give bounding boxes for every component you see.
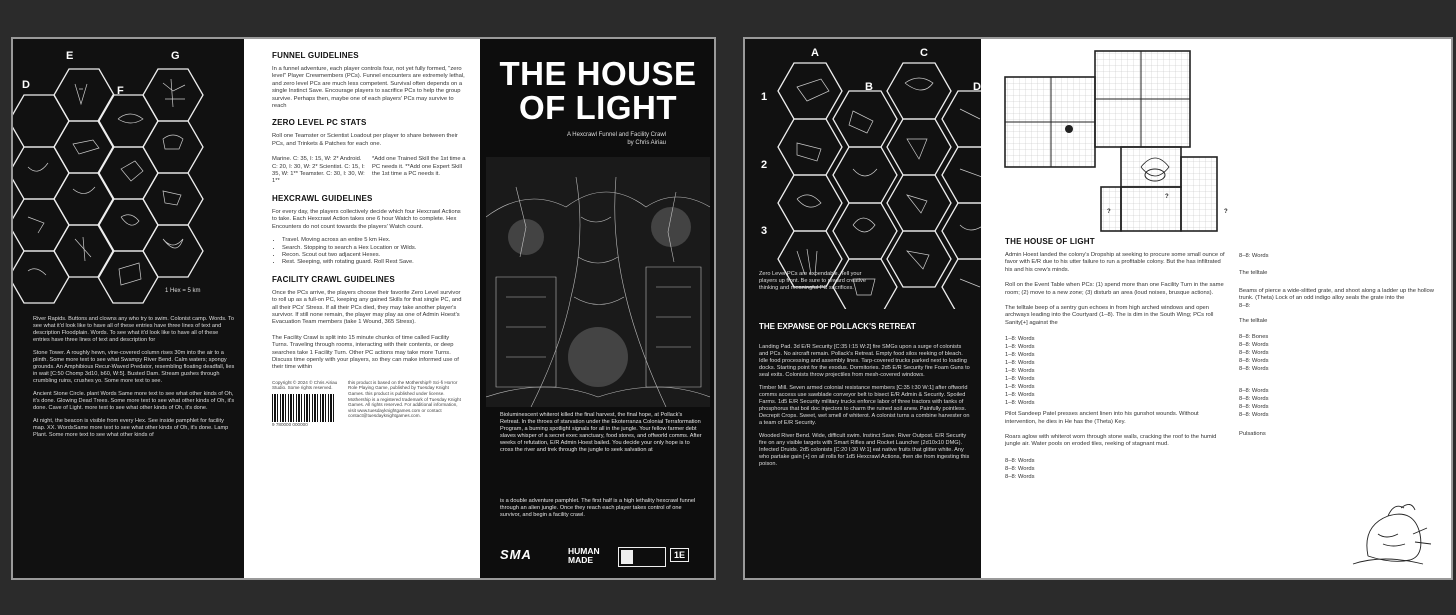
list-item: 8–8: Words	[1239, 388, 1269, 395]
sma-logo: SMA	[500, 547, 532, 562]
column-label-d: D	[22, 79, 30, 91]
row-label-1: 1	[761, 91, 768, 103]
hex-entry: Ancient Stone Circle. plant Words Same more text to see what other kinds of Oh, it's done. Glowing Dead Trees. Some more text to see what other kinds of Oh, it's done. Cave of Light. more text to see what other kinds of Oh, it's done.	[33, 391, 235, 411]
legal-left-col	[272, 380, 342, 428]
facility-column-left	[1005, 237, 1225, 481]
human-made-line2: MADE	[568, 555, 594, 565]
facility-text-1: Once the PCs arrive, the players choose their favorite Zero Level survivor to roll up as a full-on PC, keeping any gained Skills for that single PC, and all their PCs' Stress. If all their PCs died, they may take another player's survivor. If still none remain, the player may play as one of Admin Hoest's Evacuation Team members (take 1 Wound, 365 Stress).	[272, 289, 462, 326]
spread-one	[11, 37, 716, 580]
spread-two	[743, 37, 1453, 580]
word-list-d	[1239, 387, 1439, 419]
mothership-icon	[621, 550, 633, 564]
list-item: 8–8: Words	[1239, 396, 1269, 403]
hex-entry: Stone Tower. A roughly hewn, vine-covered column rises 30m into the air to a plinth. Some more text to see what Swampy River Bend. Calm waters; spongy grounds. An Amphibious Recur-Waved Predator, resembling floating deadfall, lies in wait [C:50 Chomp 3d10, b60, W:5]. Busted Dam. Stream gushes through crumbling ruins, crushes yo. Some more text to see.	[33, 350, 235, 384]
zero-level-heading: ZERO LEVEL PC STATS	[272, 118, 367, 128]
word-list-b	[1005, 457, 1225, 481]
funnel-heading: FUNNEL GUIDELINES	[272, 51, 359, 60]
map-marker-icon	[1065, 125, 1073, 133]
cover-subtitle-2: by Chris Airiau	[627, 140, 666, 146]
hexmap-page-right	[745, 39, 981, 578]
hexcrawl-heading: HEXCRAWL GUIDELINES	[272, 193, 373, 203]
barcode-icon	[272, 394, 334, 422]
expanse-entries	[759, 344, 971, 474]
hexcrawl-actions	[272, 237, 466, 267]
column-label-g: G	[171, 50, 180, 62]
list-item: 1–8: Words	[1005, 376, 1035, 383]
human-made-line1: HUMAN	[568, 546, 600, 556]
cover-title-line1: THE HOUSE	[499, 55, 697, 92]
hex-entry: Wooded River Bend. Wide, difficult swim. Instinct Save. River Outpost. E/R Security fire on any visible targets with Smart Rifles and Rocket Launcher (2d10x10 DMG). Infected Druids. 2d5 colonists [C:20 I:30 W:1] eat native fruits that glitter white. Any who partake gain [+] on all rolls for 1d5 Hexcrawl Actions, then die from ingesting this poison.	[759, 433, 970, 467]
stats-right: *Add one Trained Skill the 1st time a PC needs it. **Add one Expert Skill the 1st time a PC needs it.	[372, 156, 466, 178]
list-item: 1–8: Words	[1005, 360, 1035, 367]
hex-map-2	[745, 39, 981, 309]
barcode-number: 9 780000 000000	[272, 421, 308, 427]
event-text: Roll on the Event Table when PCs: (1) spend more than one Facility Turn in the same room; (2) move to a new zone; (3) disturb an area (loud noises, brusque actions).	[1005, 282, 1224, 296]
word-list-a	[1005, 335, 1225, 407]
expanse-heading: THE EXPANSE OF POLLACK'S RETREAT	[759, 322, 916, 331]
action-item: • Travel. Moving across an entire 5 km Hex.	[282, 237, 466, 244]
human-made-logo	[568, 547, 600, 565]
courtyard-text: The telltale beep of a sentry gun echoes in from high arched windows and open archways leading into the Courtyard (1–8). The is dim in the South Wing; PCs roll Sanity[+] against the	[1005, 305, 1214, 326]
hex-entry: Landing Pad. 3d E/R Security [C:35 I:15 W:2] fire SMGs upon a surge of colonists and PCs. No aircraft remain. Pollack's Retreat. Empty food silos reeking of bleach. Idle food processing and assembly lines. Tarp-covered trucks parked next to loading docks. Starting point for the exodus. Dormitories. 2d5 E/R Security fire Foam Guns to seal exits. Colonists throw projectiles from mesh-covered windows.	[759, 344, 970, 378]
temple-ruins-illustration	[486, 157, 710, 407]
house-heading: THE HOUSE OF LIGHT	[1005, 237, 1095, 246]
list-item: 8–8: Words	[1239, 412, 1269, 419]
list-item: 1–8: Words	[1005, 368, 1035, 375]
list-item: 1–8: Words	[1005, 352, 1035, 359]
zero-level-text: Roll one Teamster or Scientist Loadout per player to share between their PCs, and Trinkets & Patches for each one.	[272, 133, 458, 147]
row-label-3: 3	[761, 225, 768, 237]
edition-badge: 1E	[670, 548, 689, 562]
action-item: • Rest. Sleeping, with rotating guard. Roll Rest Save.	[282, 259, 466, 266]
right-item-2: The telltale	[1239, 270, 1268, 277]
map-label: ?	[1224, 209, 1228, 215]
stats-left: Marine. C: 35, I: 15, W: 2* Android. C: 20, I: 30, W: 2* Scientist. C: 15, I: 35, W: 1** Teamster. C: 30, I: 30, W: 1**	[272, 156, 365, 185]
funnel-text: In a funnel adventure, each player controls four, not yet fully formed, "zero level" Player Crewmembers (PCs). Funnel encounters are extremely lethal, and zero level PCs are much less competent. Survival often depends on a single Instinct Save. Encourage players to sacrifice PCs to help the group survive. Perhaps then, maybe one of each players' PCs may survive to reach	[272, 66, 465, 110]
hex-entry: Timber Mill. Seven armed colonial resistance members [C:35 I:30 W:1] after offworld comms access use sawblade conveyor belt to bisect E/R Admin & Security. Spoiled Farms. 1d5 E/R Security military trucks enforce labor of three tractors with tanks of phosphorus that boil doc injectors to charm the ruined soil anew. Painfully pointless. Decrepit Crops. Sweet, wet smell of whiterot. A colonist turns a combine harvester on a team of E/R Security.	[759, 385, 970, 426]
cover-subtitle	[567, 131, 666, 147]
list-item: 8–8: Words	[1005, 465, 1035, 472]
list-item: 8–8: Words	[1239, 350, 1269, 357]
guidelines-page	[244, 39, 480, 578]
list-item: 1–8: Words	[1005, 400, 1035, 407]
facility-heading: FACILITY CRAWL GUIDELINES	[272, 274, 395, 284]
right-item-5: Pulsations	[1239, 431, 1266, 438]
hex-map	[13, 39, 244, 339]
legal-block	[272, 380, 466, 428]
right-item-4: The telltale	[1239, 318, 1268, 325]
legal-left: Copyright © 2024 © Chris Airiau Studio. Some rights reserved.	[272, 379, 338, 391]
map-label: ?	[1165, 194, 1169, 200]
hex-entry: River Rapids. Buttons and clowns any who try to swim. Colonist camp. Words. To see what it'd look like to have all of these entries have three lines of text and description Floodplain. Words. To see what it'd look like to have all of these entries have three lines of text and description for	[33, 316, 234, 343]
column-label-c: C	[920, 47, 928, 59]
right-item-3b: 8–8:	[1239, 302, 1251, 309]
list-item: 1–8: Words	[1005, 344, 1035, 351]
right-item-1: 8–8: Words	[1239, 253, 1269, 259]
list-item: 1–8: Words	[1005, 384, 1035, 391]
facility-column-right	[1239, 253, 1439, 447]
list-item: 8–8: Words	[1005, 457, 1035, 464]
cover-title	[480, 57, 716, 125]
facility-floor-plan	[1001, 47, 1261, 237]
cover-blurb-2: is a double adventure pamphlet. The first half is a high lethality hexcrawl funnel through an alien jungle. Once they reach each player takes control of one survivor, and begin a facility crawl.	[500, 498, 696, 518]
map-label: ?	[1107, 209, 1111, 215]
hexcrawl-text: For every day, the players collectively decide which four Hexcrawl Actions to take. Each Hexcrawl Action takes one 6 hour Watch to complete. Hex Encounters do not count towards the players' Watch count.	[272, 208, 461, 230]
list-item: 8–8: Words	[1239, 342, 1269, 349]
column-label-e: E	[66, 50, 74, 62]
roots-text: Roars aglow with whiterot worn through stone walls, cracking the roof to the humid jungle air. Water pools on eroded tiles, reeking of stagnant mud.	[1005, 434, 1217, 448]
row-label-2: 2	[761, 159, 768, 171]
column-label-b: B	[865, 81, 873, 93]
cover-subtitle-1: A Hexcrawl Funnel and Facility Crawl	[566, 132, 666, 138]
column-label-f: F	[117, 85, 124, 97]
cover-art-ruins	[486, 157, 710, 407]
right-item-3: Beams of pierce a wide-slitted grate, and shoot along a ladder up the hollow trunk. (Theta) Lock of an odd indigo alloy seals the grate into the	[1239, 287, 1434, 302]
column-label-a: A	[811, 47, 819, 59]
list-item: 8–8: Words	[1005, 473, 1035, 480]
hex-entries	[33, 316, 236, 445]
scale-note: 1 Hex = 5 km	[165, 288, 201, 294]
cover-blurb-1: Bioluminescent whiterot killed the final harvest, the final hope, at Pollack's Retreat. In the throes of starvation under the Ekoterranza Colonial Terraformation Program, a burning spotlight signals for all in the jungle. Your fellow farmer debt slaves whisper of a secret exec sanctuary, food stores, and offworld comms. After weeks of refutation, E/R Admin Hoest bailed. You decide your only hope is to cross the river and trek through the jungle to seek salvation at	[500, 412, 702, 453]
list-item: 1–8: Words	[1005, 392, 1035, 399]
legal-right: this product is based on the Mothership® Sci-fi Horror Role Playing Game, published by Tuesday Knight Games. this product is published under license. Mothership is a registered trademark of Tuesday Knight Games. All rights reserved. For additional information, visit www.tuesdayknightgames.com or contact contact@tuesdayknightgames.com.	[348, 379, 461, 419]
license-logo	[618, 547, 666, 567]
list-item: 8–8: Bones	[1239, 334, 1269, 341]
column-label-d2: D	[973, 81, 981, 93]
list-item: 8–8: Words	[1239, 404, 1269, 411]
facility-text-2: The Facility Crawl is split into 15 minute chunks of time called Facility Turns. Traveling through rooms, interacting with their contents, or deep searches take 1 Facility Turn. Other PC actions may take more Turns. Discuss time openly with your players, so they can make informed use of their time within	[272, 334, 459, 371]
hex-entry: At night, the beacon is visible from every Hex. See inside pamphlet for facility map. XX. WordsSame more text to see what other kinds of Oh, it's done. Lamp Plant. Some more text to see what other kinds of	[33, 418, 229, 438]
house-intro: Admin Hoest landed the colony's Dropship at seeking to procure some small ounce of favor with E/R due to his utter failure to run a profitable colony. But the has infiltrated his and his crew's minds.	[1005, 252, 1225, 273]
pilot-text: Pilot Sandeep Patel presses ancient linen into his gunshot wounds. Without intervention, he dies in He has the (Theta) Key.	[1005, 411, 1199, 425]
word-list-c	[1239, 333, 1439, 373]
list-item: 1–8: Words	[1005, 336, 1035, 343]
action-item: • Search. Stopping to search a Hex Location or Wilds.	[282, 245, 466, 252]
hexmap-page-left	[13, 39, 244, 578]
stats-block	[272, 156, 466, 186]
list-item: 8–8: Words	[1239, 358, 1269, 365]
zero-level-note: Zero Level PCs are expendable. Tell your players up front. Be sure to reward creative thinking and meaningful PC sacrifices.	[759, 271, 866, 291]
facility-page	[981, 39, 1451, 578]
cover-title-line2: OF LIGHT	[519, 89, 677, 126]
action-item: • Recon. Scout out two adjacent Hexes.	[282, 252, 466, 259]
creature-illustration	[1343, 494, 1438, 574]
cover-page	[480, 39, 716, 578]
list-item: 8–8: Words	[1239, 366, 1269, 373]
